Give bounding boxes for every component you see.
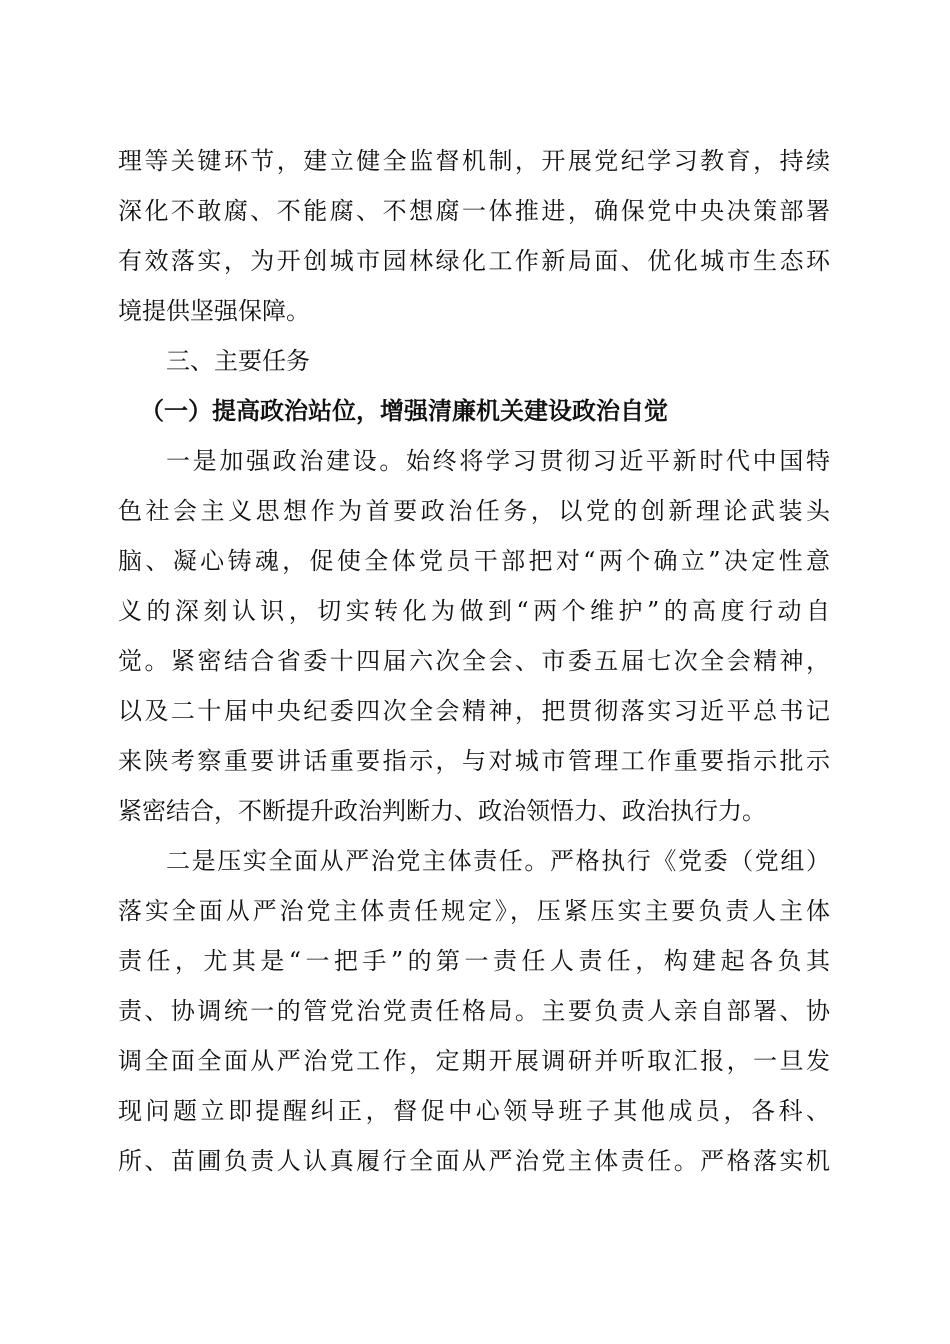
paragraph-one-line-4: 义的深刻认识，切实转化为做到“两个维护”的高度行动自 bbox=[118, 597, 830, 625]
paragraph-two-line-3: 责任，尤其是“一把手”的第一责任人责任，构建起各负其 bbox=[118, 947, 830, 975]
section-heading: 三、主要任务 bbox=[166, 347, 310, 375]
paragraph-one-line-6: 以及二十届中央纪委四次全会精神，把贯彻落实习近平总书记 bbox=[118, 697, 830, 725]
paragraph-one-line-1: 一是加强政治建设。始终将学习贯彻习近平新时代中国特 bbox=[166, 447, 830, 475]
document-body bbox=[118, 136, 830, 1186]
paragraph-two-line-6: 现问题立即提醒纠正，督促中心领导班子其他成员，各科、 bbox=[118, 1097, 830, 1125]
paragraph-one-line-3: 脑、凝心铸魂，促使全体党员干部把对“两个确立”决定性意 bbox=[118, 547, 830, 575]
paragraph-one-line-5: 觉。紧密结合省委十四届六次全会、市委五届七次全会精神， bbox=[118, 647, 830, 675]
paragraph-one-line-8: 紧密结合，不断提升政治判断力、政治领悟力、政治执行力。 bbox=[118, 797, 766, 825]
paragraph-two-line-2: 落实全面从严治党主体责任规定》，压紧压实主要负责人主体 bbox=[118, 897, 830, 925]
intro-line-1: 理等关键环节，建立健全监督机制，开展党纪学习教育，持续 bbox=[118, 147, 830, 175]
intro-line-3: 有效落实，为开创城市园林绿化工作新局面、优化城市生态环 bbox=[118, 247, 830, 275]
intro-line-4: 境提供坚强保障。 bbox=[118, 297, 310, 325]
intro-line-2: 深化不敢腐、不能腐、不想腐一体推进，确保党中央决策部署 bbox=[118, 197, 830, 225]
paragraph-two-line-5: 调全面全面从严治党工作，定期开展调研并听取汇报，一旦发 bbox=[118, 1047, 830, 1075]
paragraph-one-line-2: 色社会主义思想作为首要政治任务，以党的创新理论武装头 bbox=[118, 497, 830, 525]
subsection-heading: （一）提高政治站位，增强清廉机关建设政治自觉 bbox=[140, 396, 668, 425]
paragraph-two-line-7: 所、苗圃负责人认真履行全面从严治党主体责任。严格落实机 bbox=[118, 1147, 830, 1175]
paragraph-one-line-7: 来陕考察重要讲话重要指示，与对城市管理工作重要指示批示 bbox=[118, 747, 830, 775]
paragraph-two-line-4: 责、协调统一的管党治党责任格局。主要负责人亲自部署、协 bbox=[118, 997, 830, 1025]
paragraph-two-line-1: 二是压实全面从严治党主体责任。严格执行《党委（党组） bbox=[166, 847, 830, 875]
